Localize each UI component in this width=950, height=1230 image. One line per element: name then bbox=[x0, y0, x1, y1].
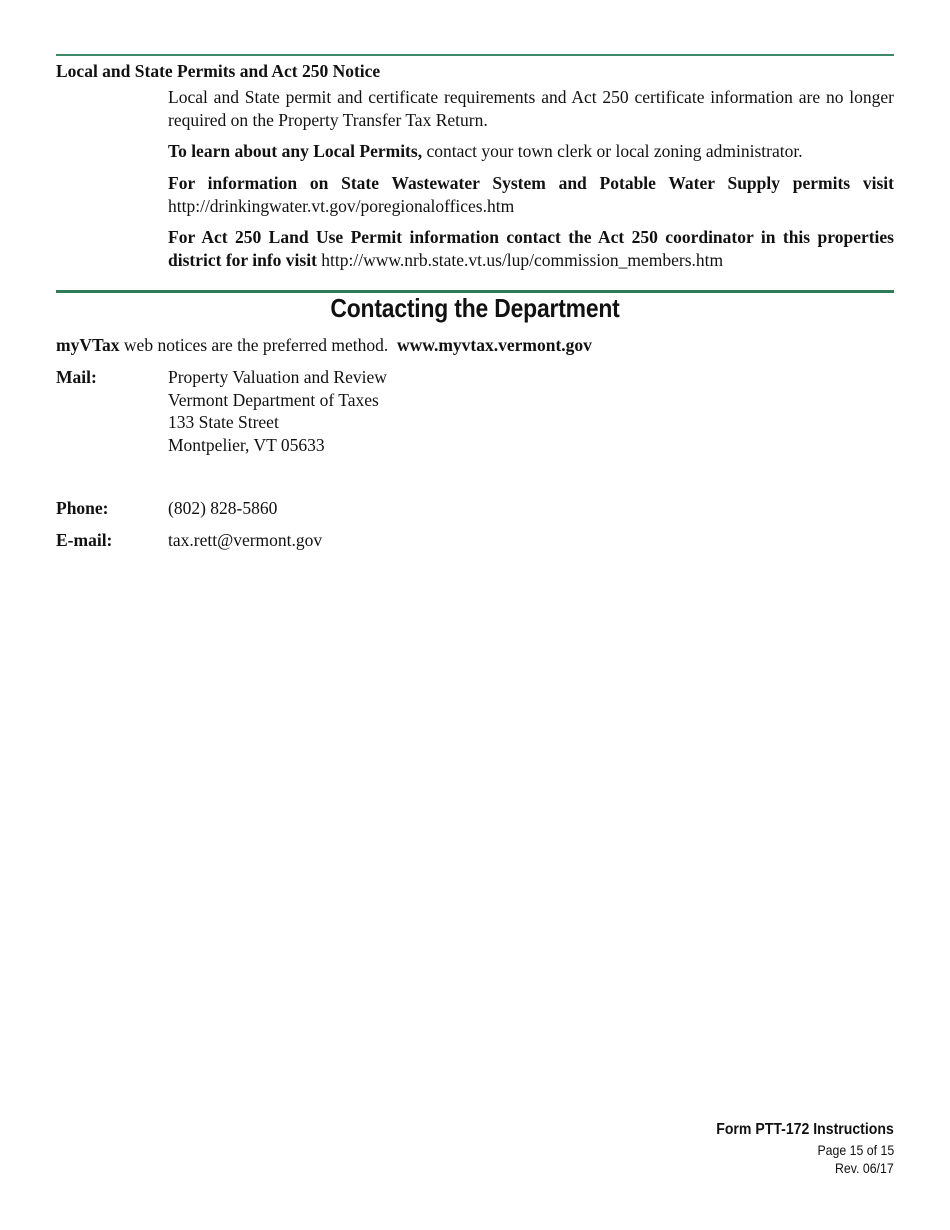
drinkingwater-link[interactable]: http://drinkingwater.vt.gov/poregionaloffices.htm bbox=[168, 195, 515, 216]
footer-revision: Rev. 06/17 bbox=[835, 1160, 894, 1176]
email-label: E-mail: bbox=[56, 530, 113, 550]
myvtax-bold: myVTax bbox=[56, 335, 120, 355]
myvtax-url-link[interactable]: www.myvtax.vermont.gov bbox=[397, 335, 592, 355]
wastewater-bold: For information on State Wastewater System and Potable Water Supply permits visit bbox=[168, 173, 894, 193]
myvtax-line bbox=[56, 335, 592, 356]
phone-label: Phone: bbox=[56, 498, 109, 518]
footer-page-number: Page 15 of 15 bbox=[817, 1142, 894, 1158]
mail-line-2: Vermont Department of Taxes bbox=[168, 389, 379, 410]
permits-paragraph-2 bbox=[168, 140, 894, 163]
mail-address bbox=[168, 366, 387, 456]
nrb-link[interactable]: http://www.nrb.state.vt.us/lup/commission_members.htm bbox=[321, 249, 724, 270]
local-permits-bold: To learn about any Local Permits, bbox=[168, 141, 423, 161]
phone-value: (802) 828-5860 bbox=[168, 498, 278, 518]
footer-form-title: Form PTT-172 Instructions bbox=[716, 1121, 894, 1138]
myvtax-text: web notices are the preferred method. bbox=[119, 335, 389, 355]
mail-line-4: Montpelier, VT 05633 bbox=[168, 434, 325, 455]
permits-paragraph-1: Local and State permit and certificate requirements and Act 250 certificate information are no longer required on the Property Transfer Tax Return. bbox=[168, 87, 894, 130]
act250-bold: For Act 250 Land Use Permit information contact the Act 250 coordinator in this properties district for info visit bbox=[168, 227, 894, 270]
email-value[interactable]: tax.rett@vermont.gov bbox=[168, 530, 323, 550]
contact-heading: Contacting the Department bbox=[330, 293, 620, 323]
local-permits-text: contact your town clerk or local zoning administrator. bbox=[422, 141, 803, 161]
section-divider-top bbox=[56, 54, 894, 56]
permits-heading: Local and State Permits and Act 250 Notice bbox=[56, 61, 381, 81]
permits-paragraph-3 bbox=[168, 172, 894, 217]
permits-paragraph-4 bbox=[168, 226, 894, 271]
mail-line-3: 133 State Street bbox=[168, 412, 279, 432]
mail-label: Mail: bbox=[56, 367, 97, 387]
mail-line-1: Property Valuation and Review bbox=[168, 367, 387, 387]
